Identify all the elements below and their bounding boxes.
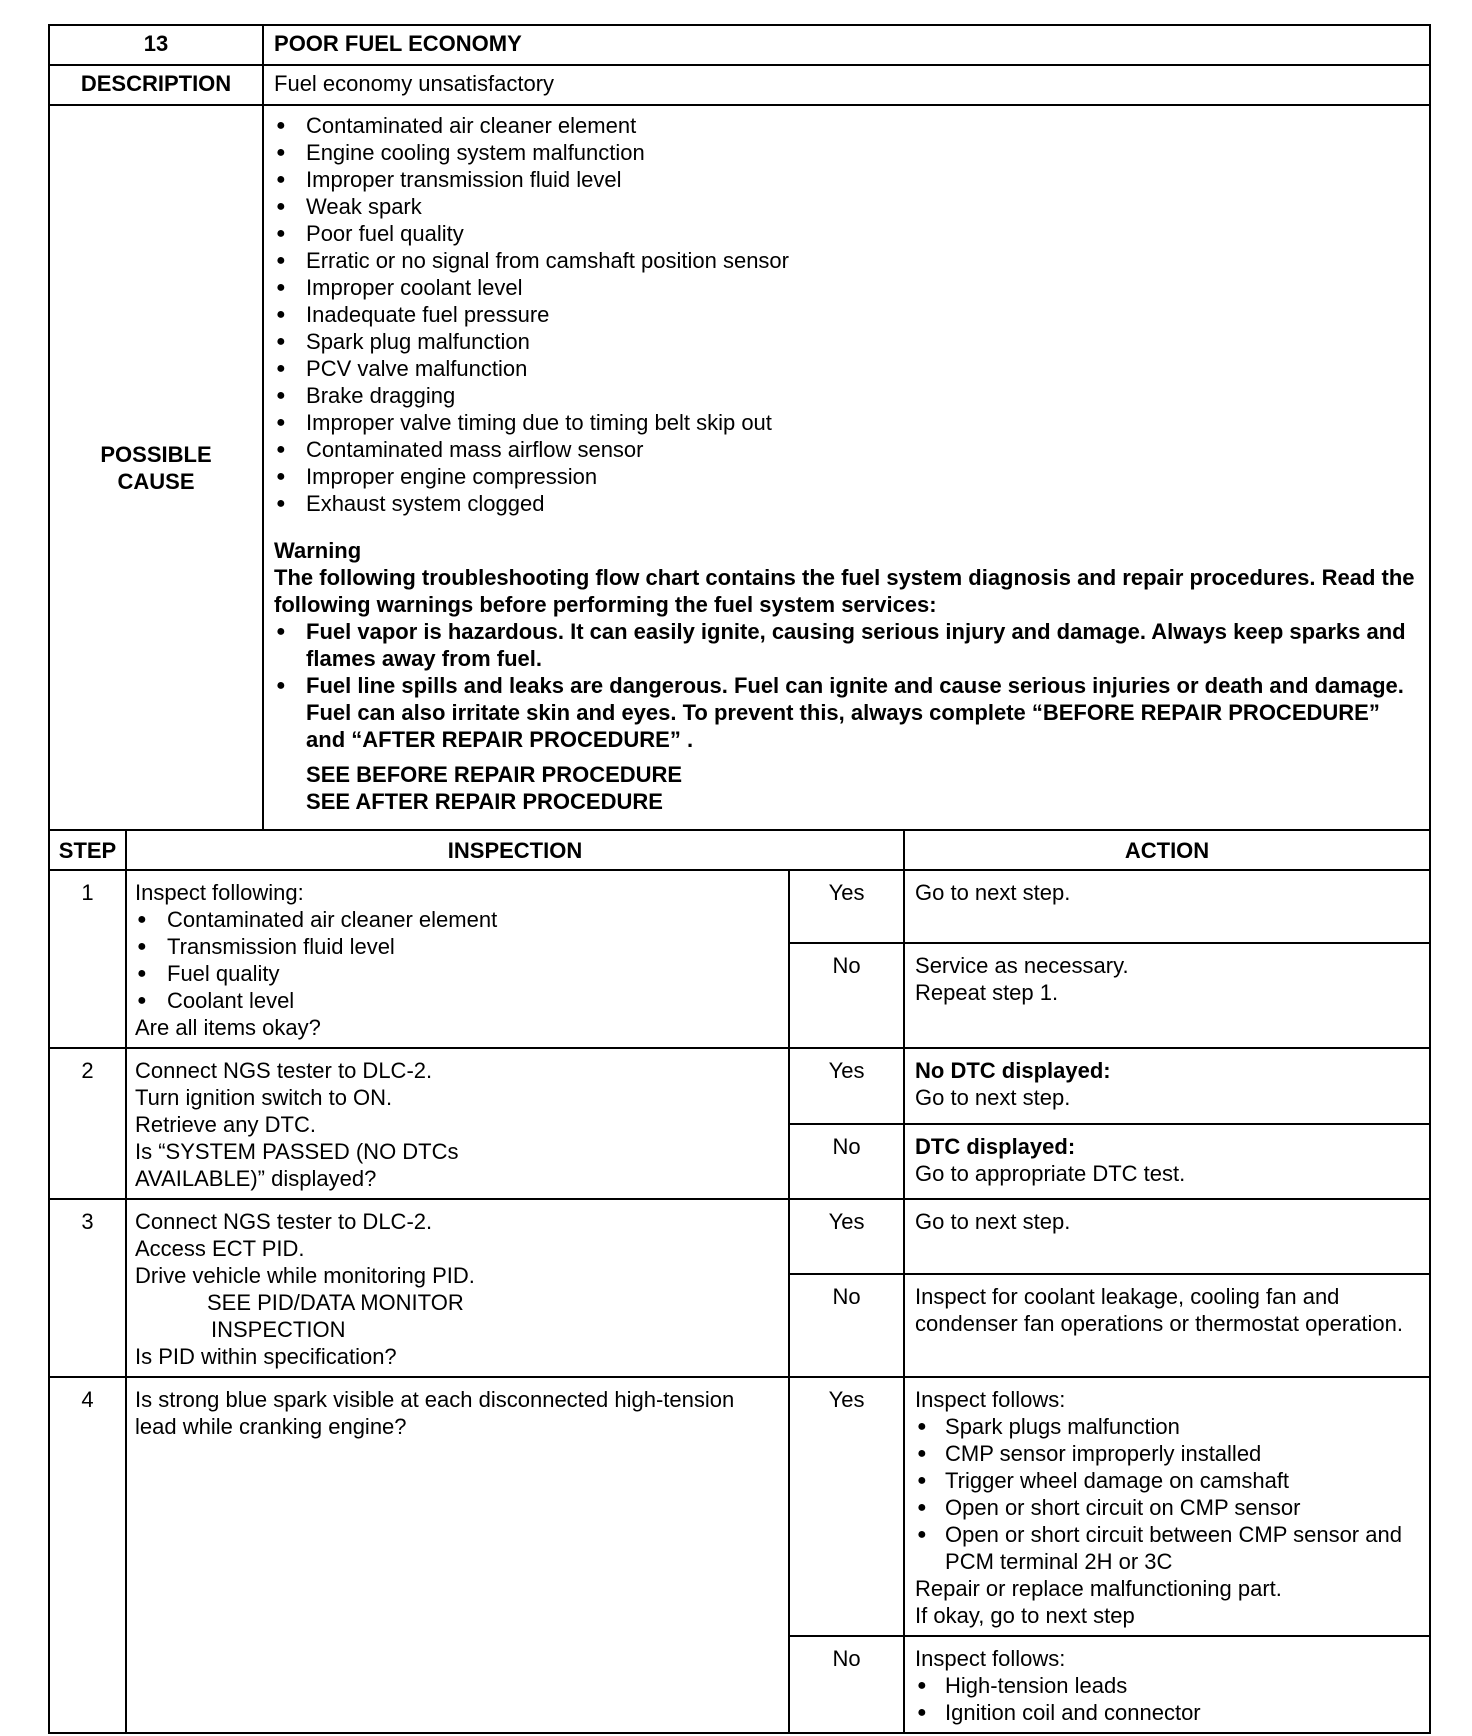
action-title: DTC displayed:	[915, 1133, 1076, 1159]
yes-label: Yes	[789, 1377, 904, 1636]
inspection-question: Is PID within specification?	[135, 1344, 397, 1369]
inspection-question: Is “SYSTEM PASSED (NO DTCs AVAILABLE)” displayed?	[135, 1139, 459, 1191]
cause-item: ● Contaminated mass airflow sensor	[274, 436, 1419, 463]
step-number: 3	[49, 1199, 126, 1377]
step-number: 2	[49, 1048, 126, 1199]
diagnostic-table	[48, 24, 1431, 1734]
cause-item: ● PCV valve malfunction	[274, 355, 1419, 382]
action-line: Go to appropriate DTC test.	[915, 1160, 1186, 1186]
action-line: Go to next step.	[915, 1085, 1071, 1110]
no-label: No	[789, 943, 904, 1048]
symptom-title: POOR FUEL ECONOMY	[263, 25, 1430, 65]
cause-item: ● Engine cooling system malfunction	[274, 139, 1419, 166]
possible-cause-content	[263, 105, 1430, 830]
no-label: No	[789, 1636, 904, 1733]
warning-item: ● Fuel line spills and leaks are dangerous. Fuel can ignite and cause serious injuries or death and damage. Fuel can also irritate skin and eyes. To prevent this, always complete “BEFORE REPAIR PROCEDURE” and “AFTER REPAIR PROCEDURE” .	[274, 672, 1419, 753]
description-label: DESCRIPTION	[49, 65, 263, 105]
step-1-inspection	[126, 870, 789, 1048]
see-before-repair-link[interactable]: SEE BEFORE REPAIR PROCEDURE	[306, 762, 683, 787]
inspection-item: ● Contaminated air cleaner element	[135, 906, 780, 933]
cause-item: ● Exhaust system clogged	[274, 490, 1419, 517]
cause-item: ● Erratic or no signal from camshaft position sensor	[274, 247, 1419, 274]
diagnostic-sheet	[48, 24, 1429, 1734]
step-2-yes-row	[49, 1048, 1430, 1124]
warning-title: Warning	[274, 538, 362, 563]
action-intro: Inspect follows:	[915, 1387, 1066, 1412]
possible-cause-label	[49, 105, 263, 830]
step-column-header: STEP	[49, 830, 126, 870]
cause-item: ● Improper engine compression	[274, 463, 1419, 490]
inspection-question: Is strong blue spark visible at each disconnected high-tension lead while cranking engine?	[135, 1387, 735, 1439]
action-item: ● Open or short circuit between CMP sensor and PCM terminal 2H or 3C	[915, 1521, 1419, 1575]
inspection-line: Drive vehicle while monitoring PID.	[135, 1263, 475, 1288]
header-row	[49, 25, 1430, 65]
possible-cause-list	[274, 112, 1419, 517]
inspection-line: Connect NGS tester to DLC-2.	[135, 1058, 433, 1083]
cause-item: ● Inadequate fuel pressure	[274, 301, 1419, 328]
inspection-item: ● Fuel quality	[135, 960, 780, 987]
inspection-line: Retrieve any DTC.	[135, 1112, 316, 1137]
action-title: No DTC displayed:	[915, 1058, 1111, 1083]
possible-cause-row	[49, 105, 1430, 830]
cause-item: ● Improper coolant level	[274, 274, 1419, 301]
inspection-list	[135, 906, 780, 1014]
yes-action	[904, 1048, 1430, 1124]
see-after-repair-link[interactable]: SEE AFTER REPAIR PROCEDURE	[306, 789, 663, 814]
step-2-inspection	[126, 1048, 789, 1199]
cause-item: ● Improper transmission fluid level	[274, 166, 1419, 193]
yes-action	[904, 1377, 1430, 1636]
see-pid-monitor-link-cont[interactable]: INSPECTION	[211, 1317, 346, 1342]
warning-intro: The following troubleshooting flow chart contains the fuel system diagnosis and repair procedures. Read the following warnings before performing the fuel system services:	[274, 565, 1415, 617]
symptom-number: 13	[49, 25, 263, 65]
yes-label: Yes	[789, 870, 904, 943]
inspection-question: Are all items okay?	[135, 1015, 321, 1040]
description-text: Fuel economy unsatisfactory	[263, 65, 1430, 105]
description-row	[49, 65, 1430, 105]
action-line: If okay, go to next step	[915, 1603, 1135, 1628]
action-list	[915, 1672, 1419, 1726]
action-column-header: ACTION	[904, 830, 1430, 870]
no-action	[904, 1124, 1430, 1200]
step-1-yes-row	[49, 870, 1430, 943]
inspection-line: Access ECT PID.	[135, 1236, 305, 1261]
action-item: ● Spark plugs malfunction	[915, 1413, 1419, 1440]
warning-block	[274, 537, 1419, 753]
cause-item: ● Improper valve timing due to timing belt skip out	[274, 409, 1419, 436]
cause-item: ● Spark plug malfunction	[274, 328, 1419, 355]
no-action: Inspect for coolant leakage, cooling fan and condenser fan operations or thermostat operation.	[904, 1274, 1430, 1377]
warning-item: ● Fuel vapor is hazardous. It can easily ignite, causing serious injury and damage. Always keep sparks and flames away from fuel.	[274, 618, 1419, 672]
step-number: 1	[49, 870, 126, 1048]
no-label: No	[789, 1124, 904, 1200]
no-action	[904, 1636, 1430, 1733]
action-item: ● CMP sensor improperly installed	[915, 1440, 1419, 1467]
yes-action: Go to next step.	[904, 1199, 1430, 1274]
step-number: 4	[49, 1377, 126, 1733]
no-label: No	[789, 1274, 904, 1377]
inspection-item: ● Coolant level	[135, 987, 780, 1014]
step-3-inspection	[126, 1199, 789, 1377]
warning-list	[274, 618, 1419, 753]
action-line: Repair or replace malfunctioning part.	[915, 1576, 1282, 1601]
inspection-column-header: INSPECTION	[126, 830, 904, 870]
cause-item: ● Weak spark	[274, 193, 1419, 220]
action-line: Service as necessary.	[915, 952, 1129, 978]
action-item: ● Open or short circuit on CMP sensor	[915, 1494, 1419, 1521]
step-4-yes-row	[49, 1377, 1430, 1636]
see-pid-monitor-link[interactable]: SEE PID/DATA MONITOR	[207, 1290, 464, 1315]
yes-label: Yes	[789, 1048, 904, 1124]
step-3-yes-row	[49, 1199, 1430, 1274]
possible-cause-label-text: POSSIBLE CAUSE	[100, 441, 212, 494]
action-item: ● Trigger wheel damage on camshaft	[915, 1467, 1419, 1494]
action-intro: Inspect follows:	[915, 1646, 1066, 1671]
inspection-line: Connect NGS tester to DLC-2.	[135, 1209, 433, 1234]
cause-item: ● Brake dragging	[274, 382, 1419, 409]
action-line: Go to next step.	[915, 880, 1071, 905]
no-action	[904, 943, 1430, 1048]
see-references	[274, 761, 1419, 815]
inspection-line: Turn ignition switch to ON.	[135, 1085, 393, 1110]
action-line: Repeat step 1.	[915, 979, 1059, 1005]
inspection-intro: Inspect following:	[135, 880, 304, 905]
action-item: ● High-tension leads	[915, 1672, 1419, 1699]
cause-item: ● Poor fuel quality	[274, 220, 1419, 247]
yes-action	[904, 870, 1430, 943]
inspection-item: ● Transmission fluid level	[135, 933, 780, 960]
yes-label: Yes	[789, 1199, 904, 1274]
step-4-inspection	[126, 1377, 789, 1733]
action-list	[915, 1413, 1419, 1575]
cause-item: ● Contaminated air cleaner element	[274, 112, 1419, 139]
column-header-row	[49, 830, 1430, 870]
action-item: ● Ignition coil and connector	[915, 1699, 1419, 1726]
